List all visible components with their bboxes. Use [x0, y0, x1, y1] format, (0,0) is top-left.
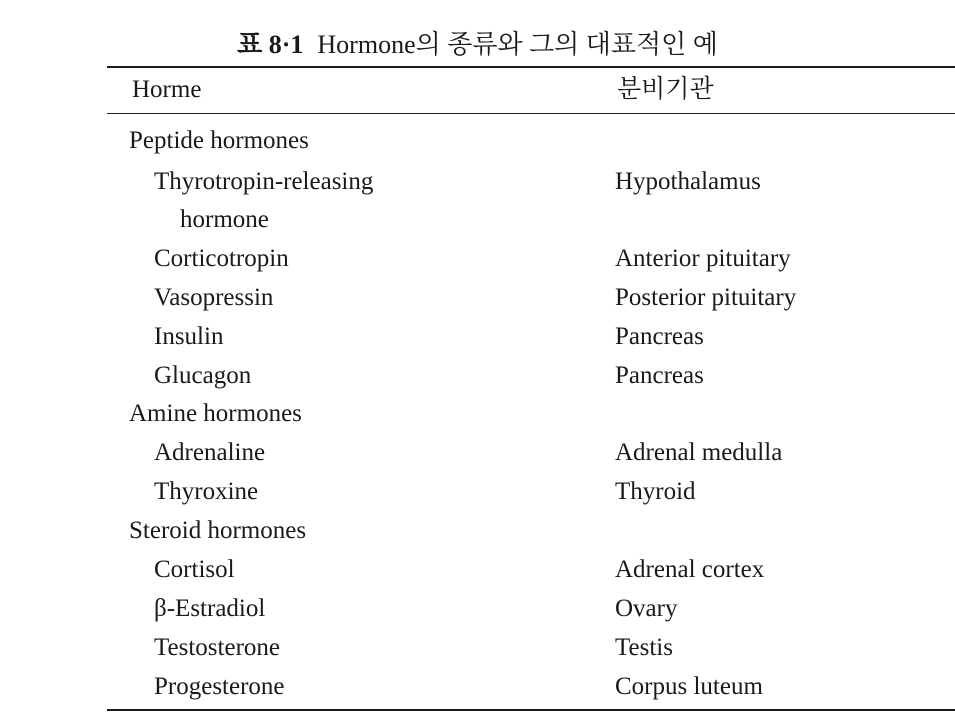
organ-cell: Thyroid — [615, 478, 696, 505]
table-caption — [0, 24, 955, 61]
hormone-cell: Corticotropin — [154, 245, 289, 272]
table-row — [0, 356, 955, 395]
table-row — [0, 239, 955, 278]
table-row — [0, 472, 955, 511]
table-row — [0, 121, 955, 160]
table-row — [0, 433, 955, 472]
table-row — [0, 162, 955, 201]
header-rule — [107, 113, 955, 114]
organ-cell: Hypothalamus — [615, 168, 761, 195]
hormone-cell-continued: hormone — [180, 206, 269, 233]
table-row — [0, 200, 955, 239]
organ-cell: Adrenal cortex — [615, 556, 765, 583]
hormone-cell: Cortisol — [154, 556, 235, 583]
hormone-cell: Glucagon — [154, 362, 252, 389]
organ-cell: Pancreas — [615, 323, 704, 350]
hormone-cell: Insulin — [154, 323, 224, 350]
organ-cell: Ovary — [615, 595, 678, 622]
category-label: Amine hormones — [129, 400, 302, 427]
table-row — [0, 394, 955, 433]
table-row — [0, 628, 955, 667]
organ-cell: Anterior pituitary — [615, 245, 791, 272]
hormone-cell: Thyroxine — [154, 478, 259, 505]
hormone-cell: Vasopressin — [154, 284, 274, 311]
table-row — [0, 317, 955, 356]
organ-cell: Adrenal medulla — [615, 439, 783, 466]
table-number: 표 8·1 — [237, 30, 304, 59]
hormone-cell: β-Estradiol — [154, 595, 266, 622]
category-label: Peptide hormones — [129, 127, 309, 154]
table-row — [0, 511, 955, 550]
hormone-cell: Adrenaline — [154, 439, 266, 466]
hormone-cell: Testosterone — [154, 634, 280, 661]
hormone-cell: Thyrotropin-releasing — [154, 168, 374, 195]
header-secreting-organ: 분비기관 — [617, 76, 714, 103]
table-row — [0, 278, 955, 317]
header-hormone: Horme — [132, 76, 202, 103]
table-row — [0, 667, 955, 706]
organ-cell: Corpus luteum — [615, 673, 763, 700]
table-title: Hormone의 종류와 그의 대표적인 예 — [317, 30, 718, 59]
category-label: Steroid hormones — [129, 517, 307, 544]
table-row — [0, 589, 955, 628]
organ-cell: Posterior pituitary — [615, 284, 797, 311]
table-row — [0, 550, 955, 589]
top-rule — [107, 66, 955, 68]
bottom-rule — [107, 709, 955, 711]
hormone-cell: Progesterone — [154, 673, 285, 700]
organ-cell: Pancreas — [615, 362, 704, 389]
organ-cell: Testis — [615, 634, 673, 661]
table-header-row — [0, 70, 955, 109]
